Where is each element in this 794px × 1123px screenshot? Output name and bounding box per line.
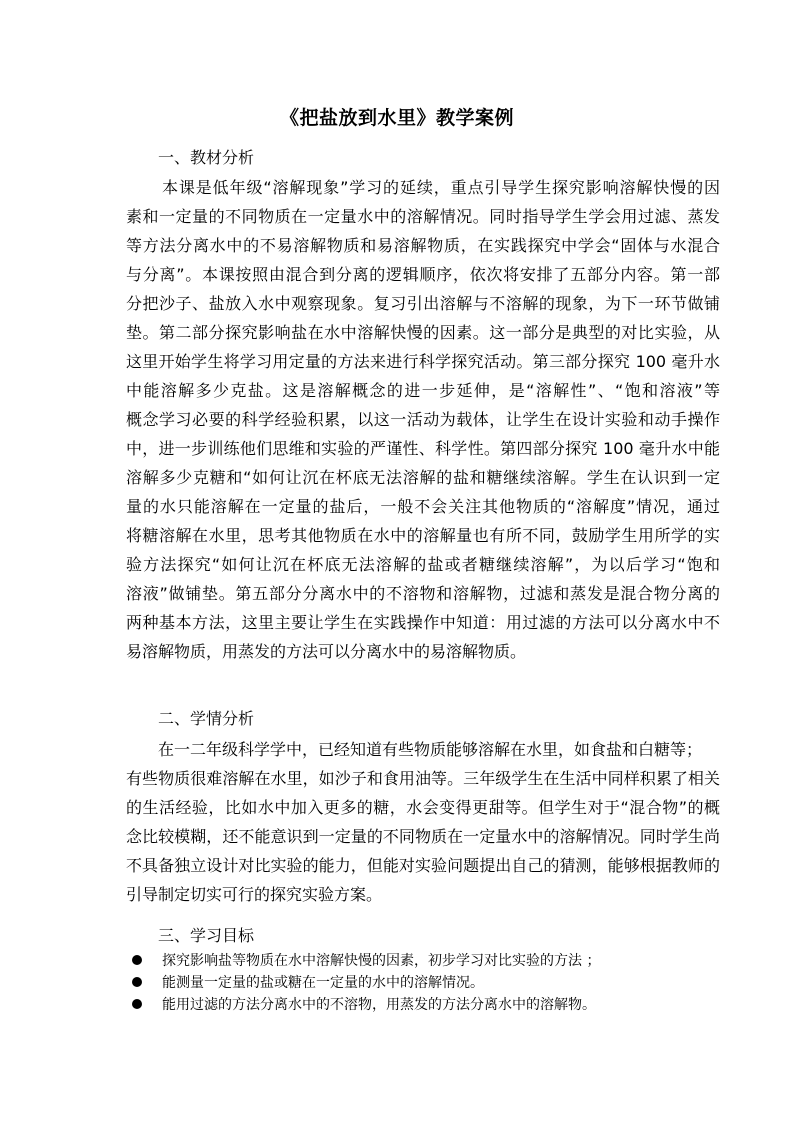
bullet-dot-icon bbox=[132, 977, 142, 987]
paragraph-line: 溶液”做铺垫。第五部分分离水中的不溶物和溶解物，过滤和蒸发是混合物分离的 bbox=[126, 584, 720, 603]
paragraph-line: 与分离”。本课按照由混合到分离的逻辑顺序，依次将安排了五部分内容。第一部 bbox=[126, 265, 720, 284]
section-heading-learner-analysis: 二、学情分析 bbox=[158, 709, 255, 728]
objective-bullet bbox=[132, 972, 484, 994]
paragraph-line: 易溶解物质，用蒸发的方法可以分离水中的易溶解物质。 bbox=[126, 642, 527, 661]
paragraph-line: 引导制定切实可行的探究实验方案。 bbox=[126, 885, 383, 904]
section-heading-textbook-analysis: 一、教材分析 bbox=[158, 148, 255, 167]
paragraph-line: 量的水只能溶解在一定量的盐后，一般不会关注其他物质的“溶解度”情况，通过 bbox=[126, 497, 720, 516]
paragraph-line: 不具备独立设计对比实验的能力，但能对实验问题提出自己的猜测，能够根据教师的 bbox=[126, 856, 720, 875]
paragraph-line: 验方法探究“如何让沉在杯底无法溶解的盐或者糖继续溶解”，为以后学习“饱和 bbox=[126, 555, 720, 574]
paragraph-line: 本课是低年级“溶解现象”学习的延续，重点引导学生探究影响溶解快慢的因 bbox=[162, 178, 720, 197]
paragraph-line: 垫。第二部分探究影响盐在水中溶解快慢的因素。这一部分是典型的对比实验，从 bbox=[126, 323, 720, 342]
paragraph-line: 中，进一步训练他们思维和实验的严谨性、科学性。第四部分探究 100 毫升水中能 bbox=[126, 439, 720, 458]
paragraph-line: 素和一定量的不同物质在一定量水中的溶解情况。同时指导学生学会用过滤、蒸发 bbox=[126, 207, 720, 226]
paragraph-line: 中能溶解多少克盐。这是溶解概念的进一步延伸，是“溶解性”、“饱和溶液”等 bbox=[126, 381, 720, 400]
objective-bullet bbox=[132, 950, 600, 972]
objective-bullet bbox=[132, 994, 596, 1016]
paragraph-line: 念比较模糊，还不能意识到一定量的不同物质在一定量水中的溶解情况。同时学生尚 bbox=[126, 827, 720, 846]
bullet-dot-icon bbox=[132, 955, 142, 965]
section-heading-learning-objectives: 三、学习目标 bbox=[158, 926, 255, 945]
paragraph-line: 等方法分离水中的不易溶解物质和易溶解物质，在实践探究中学会“固体与水混合 bbox=[126, 236, 720, 255]
paragraph-line: 分把沙子、盐放入水中观察现象。复习引出溶解与不溶解的现象，为下一环节做铺 bbox=[126, 294, 720, 313]
paragraph-line: 在一二年级科学学中，已经知道有些物质能够溶解在水里，如食盐和白糖等； bbox=[158, 740, 703, 759]
paragraph-line: 溶解多少克糖和“如何让沉在杯底无法溶解的盐和糖继续溶解。学生在认识到一定 bbox=[126, 468, 720, 487]
document-title: 《把盐放到水里》教学案例 bbox=[279, 107, 514, 129]
paragraph-line: 将糖溶解在水里，思考其他物质在水中的溶解量也有所不同，鼓励学生用所学的实 bbox=[126, 526, 720, 545]
paragraph-line: 有些物质很难溶解在水里，如沙子和食用油等。三年级学生在生活中同样积累了相关 bbox=[126, 769, 720, 788]
bullet-dot-icon bbox=[132, 999, 142, 1009]
paragraph-line: 两种基本方法，这里主要让学生在实践操作中知道：用过滤的方法可以分离水中不 bbox=[126, 613, 720, 632]
paragraph-line: 这里开始学生将学习用定量的方法来进行科学探究活动。第三部分探究 100 毫升水 bbox=[126, 352, 720, 371]
paragraph-line: 的生活经验，比如水中加入更多的糖，水会变得更甜等。但学生对于“混合物”的概 bbox=[126, 798, 720, 817]
objective-text: 能测量一定量的盐或糖在一定量的水中的溶解情况。 bbox=[162, 975, 484, 991]
objective-text: 探究影响盐等物质在水中溶解快慢的因素，初步学习对比实验的方法 ； bbox=[162, 953, 601, 969]
paragraph-line: 概念学习必要的科学经验积累，以这一活动为载体，让学生在设计实验和动手操作 bbox=[126, 410, 720, 429]
objective-text: 能用过滤的方法分离水中的不溶物，用蒸发的方法分离水中的溶解物。 bbox=[162, 997, 596, 1013]
